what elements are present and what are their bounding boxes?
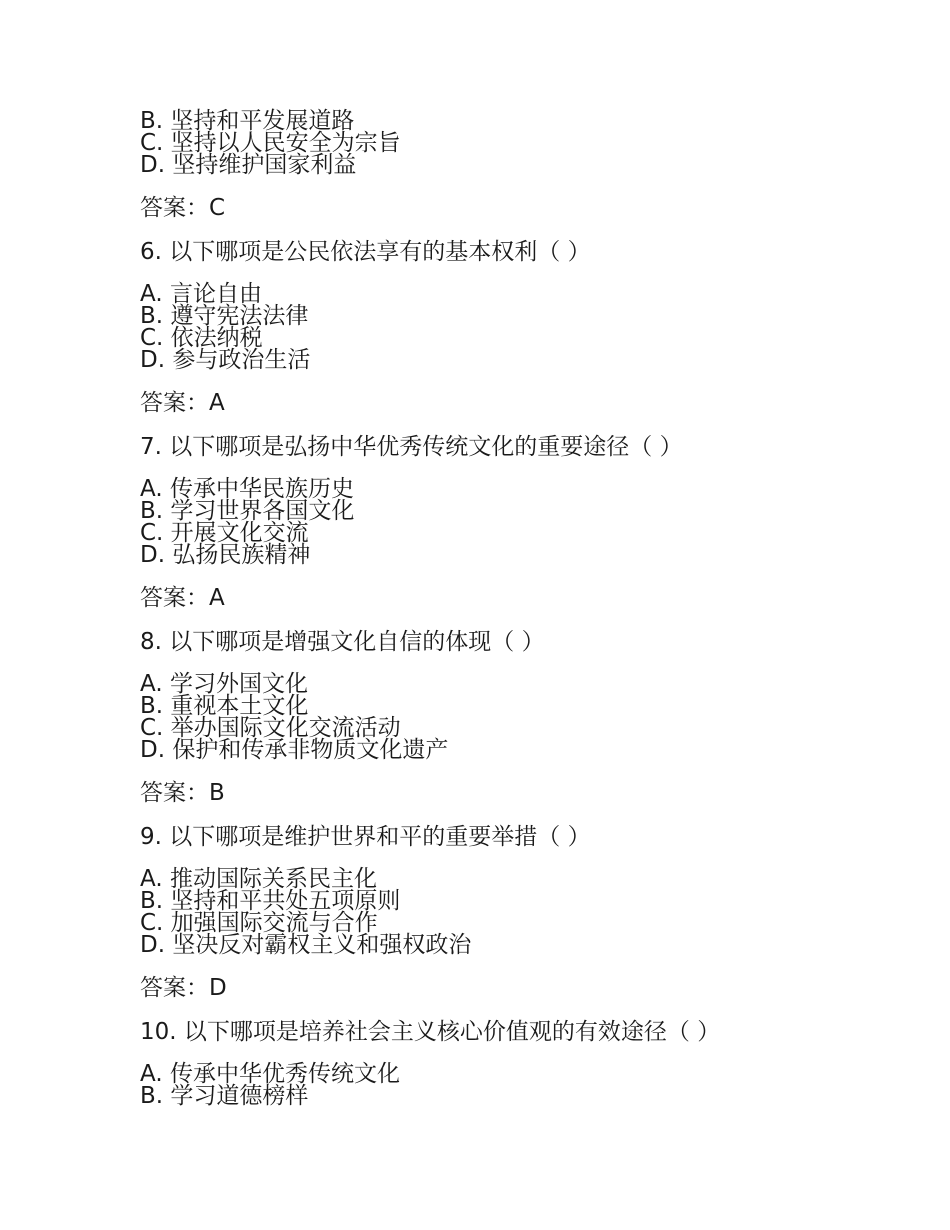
answer-line: 答案：A: [140, 390, 225, 416]
question-6: [140, 239, 900, 416]
option-c: C. 依法纳税: [140, 325, 263, 351]
option-b: B. 坚持和平共处五项原则: [140, 888, 401, 914]
option-b: B. 学习世界各国文化: [140, 498, 355, 524]
option-d: D. 弘扬民族精神: [140, 542, 311, 568]
option-d: D. 保护和传承非物质文化遗产: [140, 737, 449, 763]
answer-line: 答案：C: [140, 195, 226, 221]
option-a: A. 传承中华优秀传统文化: [140, 1061, 400, 1087]
option-c: C. 坚持以人民安全为宗旨: [140, 130, 401, 156]
option-b: B. 学习道德榜样: [140, 1083, 309, 1109]
option-b: B. 坚持和平发展道路: [140, 108, 355, 134]
question-text: 7. 以下哪项是弘扬中华优秀传统文化的重要途径（ ）: [140, 434, 683, 460]
option-c: C. 开展文化交流: [140, 520, 309, 546]
option-a: A. 言论自由: [140, 281, 262, 307]
option-d: D. 坚持维护国家利益: [140, 152, 357, 178]
option-a: A. 学习外国文化: [140, 671, 308, 697]
option-d: D. 参与政治生活: [140, 347, 311, 373]
question-text: 10. 以下哪项是培养社会主义核心价值观的有效途径（ ）: [140, 1019, 721, 1045]
question-8: [140, 629, 900, 806]
question-text: 8. 以下哪项是增强文化自信的体现（ ）: [140, 629, 545, 655]
question-10: [140, 1019, 900, 1107]
quiz-content: [140, 110, 900, 1107]
options-list: [140, 868, 900, 956]
answer-line: 答案：A: [140, 585, 225, 611]
question-text: 6. 以下哪项是公民依法享有的基本权利（ ）: [140, 239, 591, 265]
option-b: B. 遵守宪法法律: [140, 303, 309, 329]
options-list: [140, 1063, 900, 1107]
option-a: A. 推动国际关系民主化: [140, 866, 377, 892]
options-list: [140, 673, 900, 761]
question-text: 9. 以下哪项是维护世界和平的重要举措（ ）: [140, 824, 591, 850]
options-list: [140, 283, 900, 371]
option-a: A. 传承中华民族历史: [140, 476, 354, 502]
option-c: C. 加强国际交流与合作: [140, 910, 378, 936]
question-7: [140, 434, 900, 611]
option-c: C. 举办国际文化交流活动: [140, 715, 401, 741]
question-9: [140, 824, 900, 1001]
options-list: [140, 478, 900, 566]
option-d: D. 坚决反对霸权主义和强权政治: [140, 932, 472, 958]
answer-line: 答案：D: [140, 975, 227, 1001]
answer-line: 答案：B: [140, 780, 225, 806]
option-b: B. 重视本土文化: [140, 693, 309, 719]
intro-options: [140, 110, 900, 176]
